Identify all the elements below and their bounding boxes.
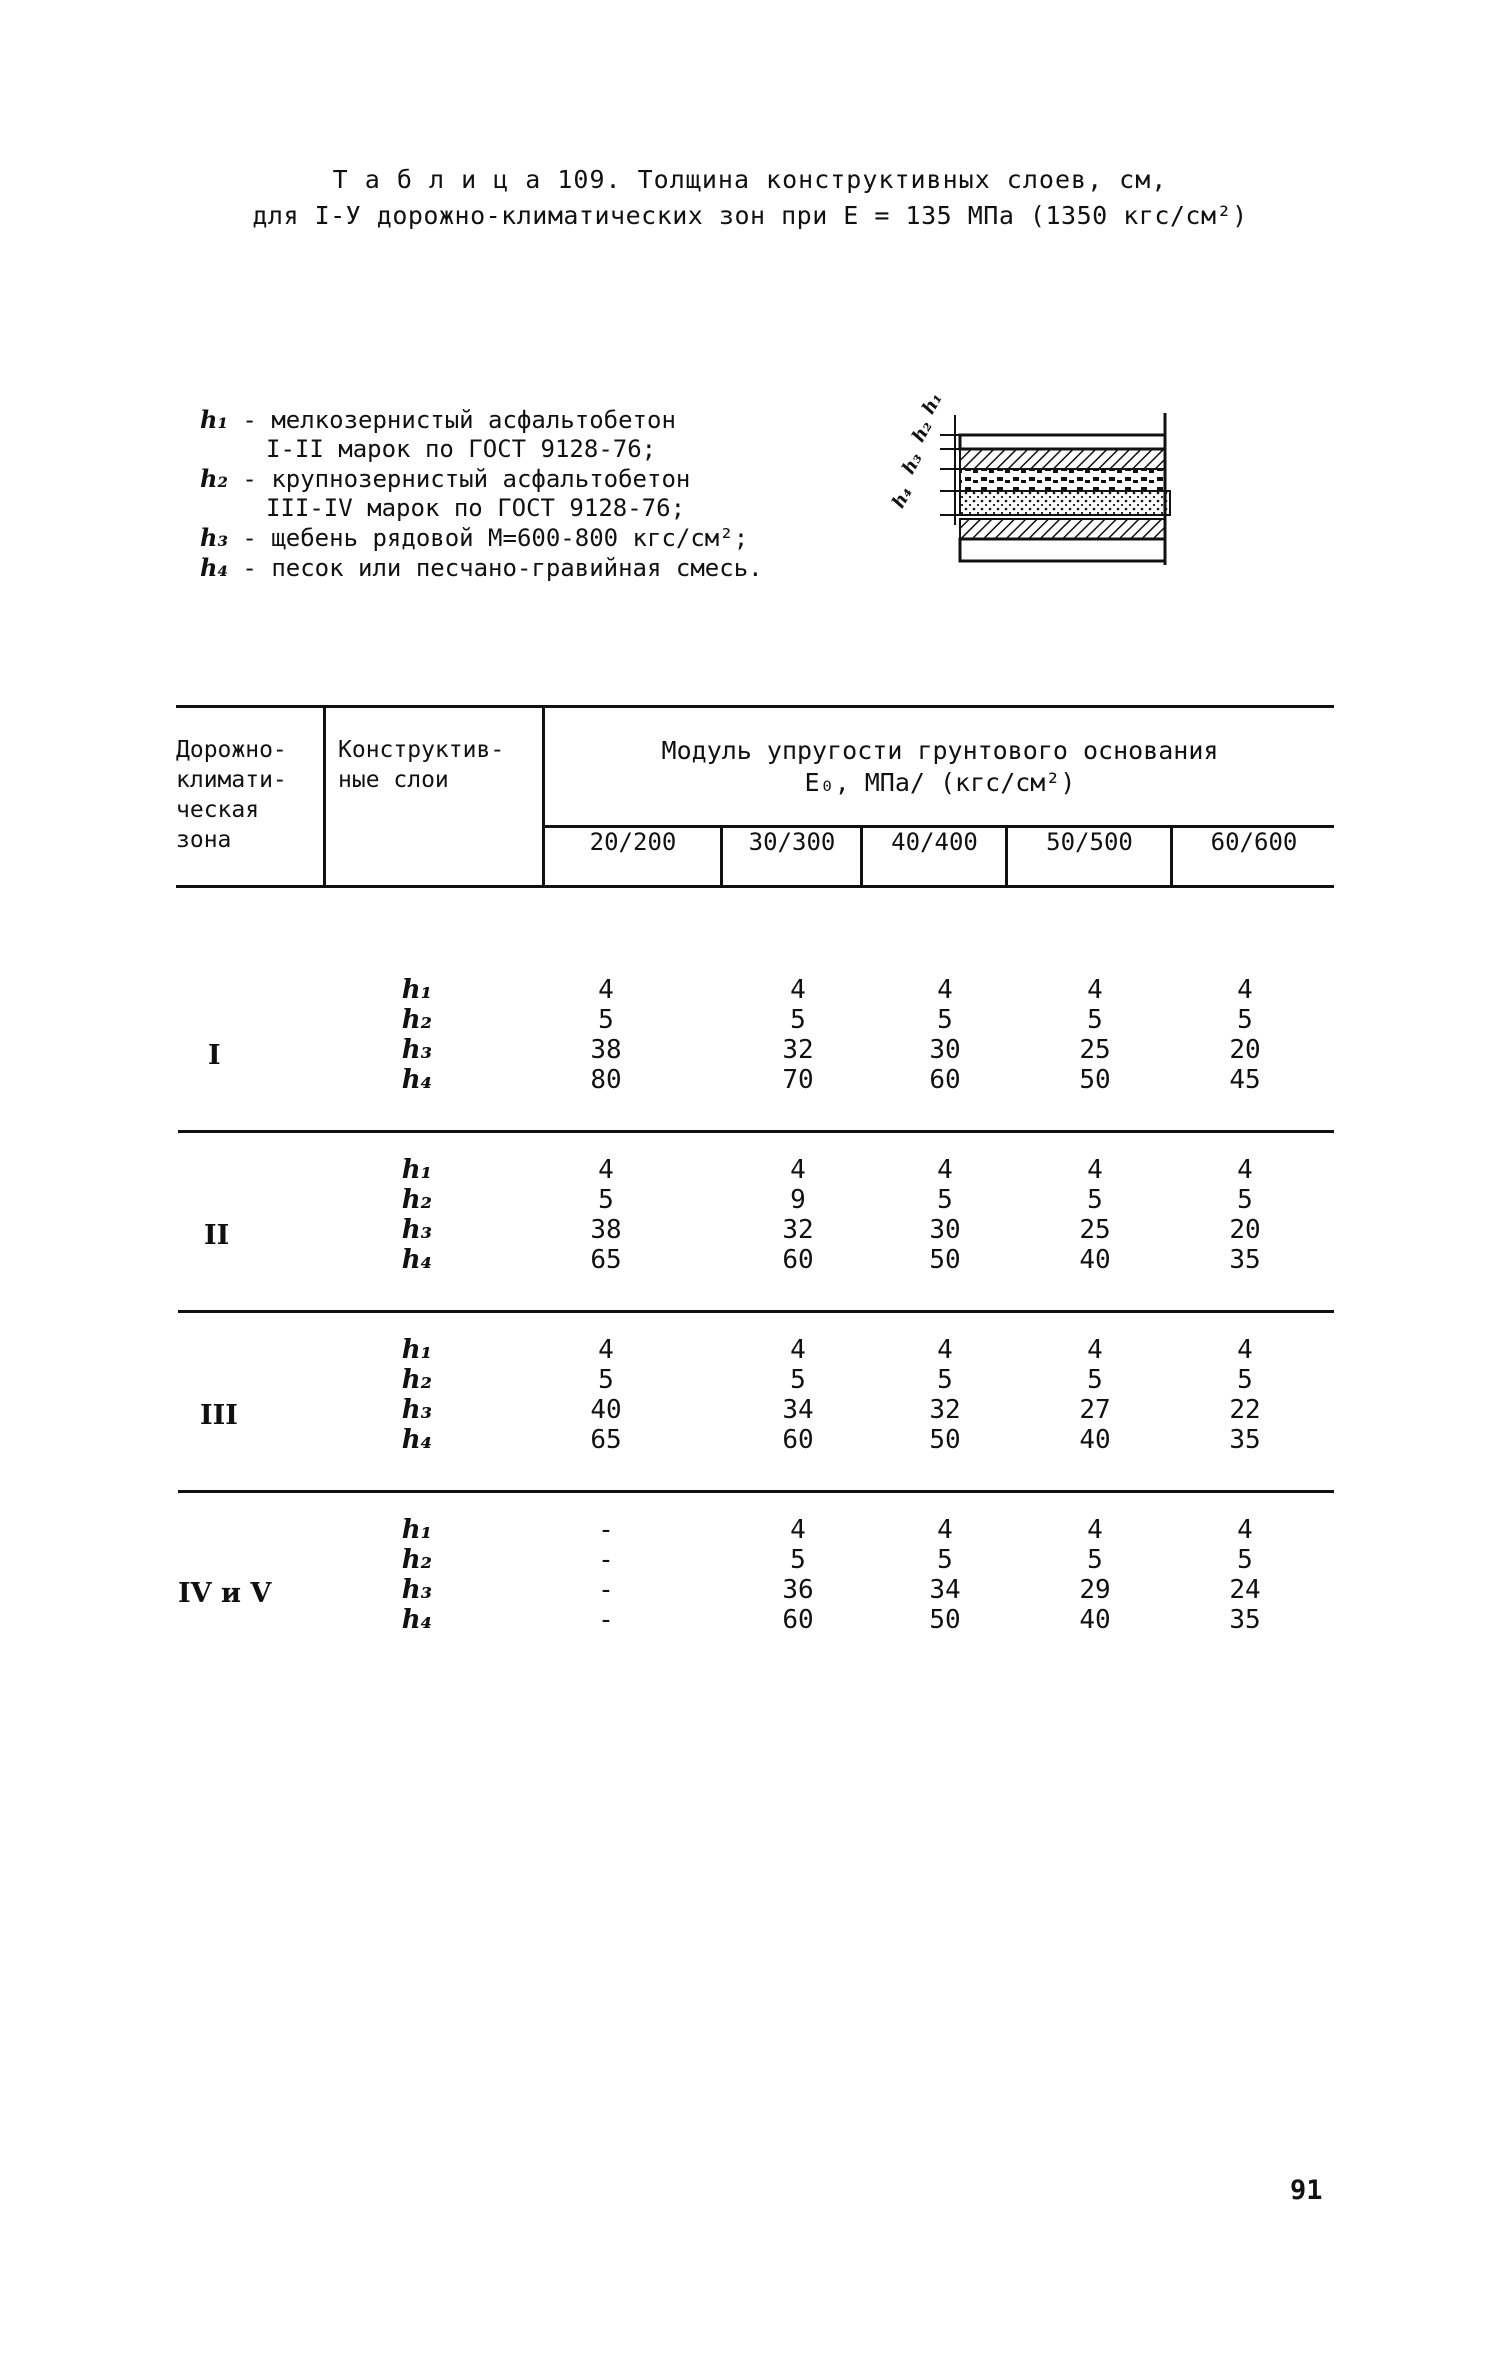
cell: 5 <box>1087 1545 1103 1575</box>
cell: 5 <box>937 1185 953 1215</box>
layer-symbol: h₄ <box>401 1065 432 1095</box>
cell: 20 <box>1229 1215 1261 1245</box>
cell: 4 <box>1087 1155 1103 1185</box>
layer-symbol: h₃ <box>401 1395 432 1425</box>
cell: 30 <box>929 1215 961 1245</box>
cell: 4 <box>1237 1515 1253 1545</box>
cell: 5 <box>790 1005 806 1035</box>
cell: 45 <box>1229 1065 1261 1095</box>
subheader-30: 30/300 <box>748 828 836 856</box>
subheader-vrule <box>1005 825 1008 885</box>
layer-symbol: h₁ <box>401 1335 432 1365</box>
header-modulus-line1: Модуль упругости грунтового основания <box>661 736 1219 765</box>
header-zone: Дорожно- климати- ческая зона <box>176 737 287 853</box>
cell: 4 <box>937 975 953 1005</box>
cell: 38 <box>590 1215 622 1245</box>
table-top-rule <box>176 705 1334 708</box>
cell: 80 <box>590 1065 622 1095</box>
cell: 65 <box>590 1425 622 1455</box>
header-layers: Конструктив- ные слои <box>338 737 505 793</box>
cell: 32 <box>782 1215 814 1245</box>
legend-line <box>200 405 763 435</box>
layer-h3 <box>960 469 1165 491</box>
subheader-60: 60/600 <box>1210 828 1298 856</box>
legend-line <box>200 494 763 523</box>
legend-line <box>200 435 763 464</box>
cell: 4 <box>1087 1515 1103 1545</box>
cell: 5 <box>1237 1545 1253 1575</box>
cell: 5 <box>1237 1365 1253 1395</box>
legend-text: - мелкозернистый асфальтобетон <box>242 406 676 434</box>
cell: 35 <box>1229 1425 1261 1455</box>
header-modulus-line2: Е₀, МПа/ (кгс/см²) <box>804 768 1076 797</box>
cell: 4 <box>1237 975 1253 1005</box>
cell: 32 <box>782 1035 814 1065</box>
cell: 5 <box>790 1365 806 1395</box>
cell: 4 <box>937 1515 953 1545</box>
zone-label: IV и V <box>178 1578 272 1609</box>
layer-h4 <box>960 491 1170 515</box>
diagram-label-h2: h₂ <box>908 417 937 446</box>
cell: 4 <box>790 1335 806 1365</box>
cell: - <box>598 1515 614 1545</box>
cell: 5 <box>937 1365 953 1395</box>
cell: 20 <box>1229 1035 1261 1065</box>
layer-symbol: h₄ <box>401 1605 432 1635</box>
cell: 65 <box>590 1245 622 1275</box>
zone-label: I <box>208 1040 221 1071</box>
cell: 5 <box>1237 1185 1253 1215</box>
cell: 24 <box>1229 1575 1261 1605</box>
cell: 4 <box>1087 1335 1103 1365</box>
subheader-50: 50/500 <box>1046 828 1133 856</box>
subheader-vrule <box>720 825 723 885</box>
layer-diagram <box>888 389 1180 580</box>
layer-symbol: h₁ <box>401 1155 432 1185</box>
layer-symbol: h₃ <box>401 1575 432 1605</box>
cell: 40 <box>1079 1245 1111 1275</box>
cell: 35 <box>1229 1245 1261 1275</box>
cell: 40 <box>590 1395 622 1425</box>
cell: 50 <box>929 1245 961 1275</box>
cell: 34 <box>782 1395 814 1425</box>
cell: 5 <box>937 1005 953 1035</box>
cell: 4 <box>790 1155 806 1185</box>
cell: 4 <box>937 1335 953 1365</box>
group-separator <box>178 1130 1334 1133</box>
layer-symbol: h₃ <box>401 1215 432 1245</box>
cell: 22 <box>1229 1395 1261 1425</box>
legend-line <box>200 464 763 494</box>
cell: 60 <box>929 1065 961 1095</box>
group-separator <box>178 1490 1334 1493</box>
cell: 4 <box>937 1155 953 1185</box>
legend-line <box>200 523 763 553</box>
table-vrule-1 <box>323 705 326 885</box>
legend-line <box>200 553 763 583</box>
cell: 4 <box>790 975 806 1005</box>
layer-symbol: h₁ <box>401 975 432 1005</box>
cell: 40 <box>1079 1425 1111 1455</box>
cell: - <box>598 1575 614 1605</box>
diagram-label-h1: h₁ <box>918 389 947 418</box>
cell: 27 <box>1079 1395 1111 1425</box>
cell: 4 <box>598 1335 614 1365</box>
layer-symbol: h₁ <box>401 1515 432 1545</box>
zone-label: II <box>204 1220 230 1251</box>
layer-symbol: h₄ <box>401 1425 432 1455</box>
cell: 4 <box>1237 1335 1253 1365</box>
layer-diagram-svg <box>900 395 1180 580</box>
legend-symbol: h₂ <box>200 464 228 493</box>
cell: 50 <box>929 1425 961 1455</box>
table-header-bottom-rule <box>176 885 1334 888</box>
cell: 9 <box>790 1185 806 1215</box>
cell: 60 <box>782 1245 814 1275</box>
subheader-20: 20/200 <box>589 828 677 856</box>
layer-base-hatch <box>960 519 1165 539</box>
table-title-line2: для I-У дорожно-климатических зон при Е = 135 МПа (1350 кгс/см²) <box>252 201 1248 230</box>
layer-symbol: h₂ <box>401 1545 432 1575</box>
cell: 5 <box>1087 1005 1103 1035</box>
cell: 25 <box>1079 1035 1111 1065</box>
cell: 70 <box>782 1065 814 1095</box>
cell: 60 <box>782 1425 814 1455</box>
cell: 30 <box>929 1035 961 1065</box>
cell: 38 <box>590 1035 622 1065</box>
cell: 29 <box>1079 1575 1111 1605</box>
subheader-40: 40/400 <box>891 828 978 856</box>
cell: 5 <box>1087 1185 1103 1215</box>
cell: 5 <box>598 1365 614 1395</box>
layer-symbol: h₂ <box>401 1005 432 1035</box>
layer-subgrade <box>960 539 1165 561</box>
table-title-line1: Т а б л и ц а 109. Толщина конструктивных слоев, см, <box>332 165 1168 194</box>
diagram-label-h4: h₄ <box>888 483 917 512</box>
cell: 5 <box>1237 1005 1253 1035</box>
layer-symbol: h₂ <box>401 1185 432 1215</box>
cell: 34 <box>929 1575 961 1605</box>
legend-text: - песок или песчано-гравийная смесь. <box>242 554 763 582</box>
zone-label: III <box>200 1400 238 1431</box>
layer-symbol: h₄ <box>401 1245 432 1275</box>
cell: - <box>598 1545 614 1575</box>
legend-text: - крупнозернистый асфальтобетон <box>242 465 691 493</box>
diagram-label-h3: h₃ <box>898 449 927 478</box>
legend-symbol: h₃ <box>200 523 228 552</box>
cell: 60 <box>782 1605 814 1635</box>
cell: 5 <box>790 1545 806 1575</box>
cell: 50 <box>1079 1065 1111 1095</box>
cell: 5 <box>1087 1365 1103 1395</box>
group-separator <box>178 1310 1334 1313</box>
cell: 40 <box>1079 1605 1111 1635</box>
layer-h1 <box>960 435 1165 449</box>
cell: 4 <box>598 1155 614 1185</box>
cell: 25 <box>1079 1215 1111 1245</box>
legend-text: - щебень рядовой М=600-800 кгс/см²; <box>242 524 749 552</box>
cell: 4 <box>598 975 614 1005</box>
cell: 4 <box>790 1515 806 1545</box>
layer-h2 <box>960 449 1165 469</box>
cell: 4 <box>1087 975 1103 1005</box>
cell: 5 <box>937 1545 953 1575</box>
cell: 32 <box>929 1395 961 1425</box>
cell: - <box>598 1605 614 1635</box>
legend-text: I-II марок по ГОСТ 9128-76; <box>266 435 657 463</box>
cell: 5 <box>598 1185 614 1215</box>
legend <box>200 405 763 583</box>
subheader-vrule <box>860 825 863 885</box>
cell: 35 <box>1229 1605 1261 1635</box>
layer-symbol: h₃ <box>401 1035 432 1065</box>
subheader-vrule <box>1170 825 1173 885</box>
cell: 4 <box>1237 1155 1253 1185</box>
cell: 36 <box>782 1575 814 1605</box>
page-number: 91 <box>1290 2175 1323 2206</box>
legend-symbol: h₄ <box>200 553 228 582</box>
cell: 50 <box>929 1605 961 1635</box>
cell: 5 <box>598 1005 614 1035</box>
legend-text: III-IV марок по ГОСТ 9128-76; <box>266 494 686 522</box>
legend-symbol: h₁ <box>200 405 228 434</box>
header-modulus <box>545 735 1335 799</box>
layer-symbol: h₂ <box>401 1365 432 1395</box>
